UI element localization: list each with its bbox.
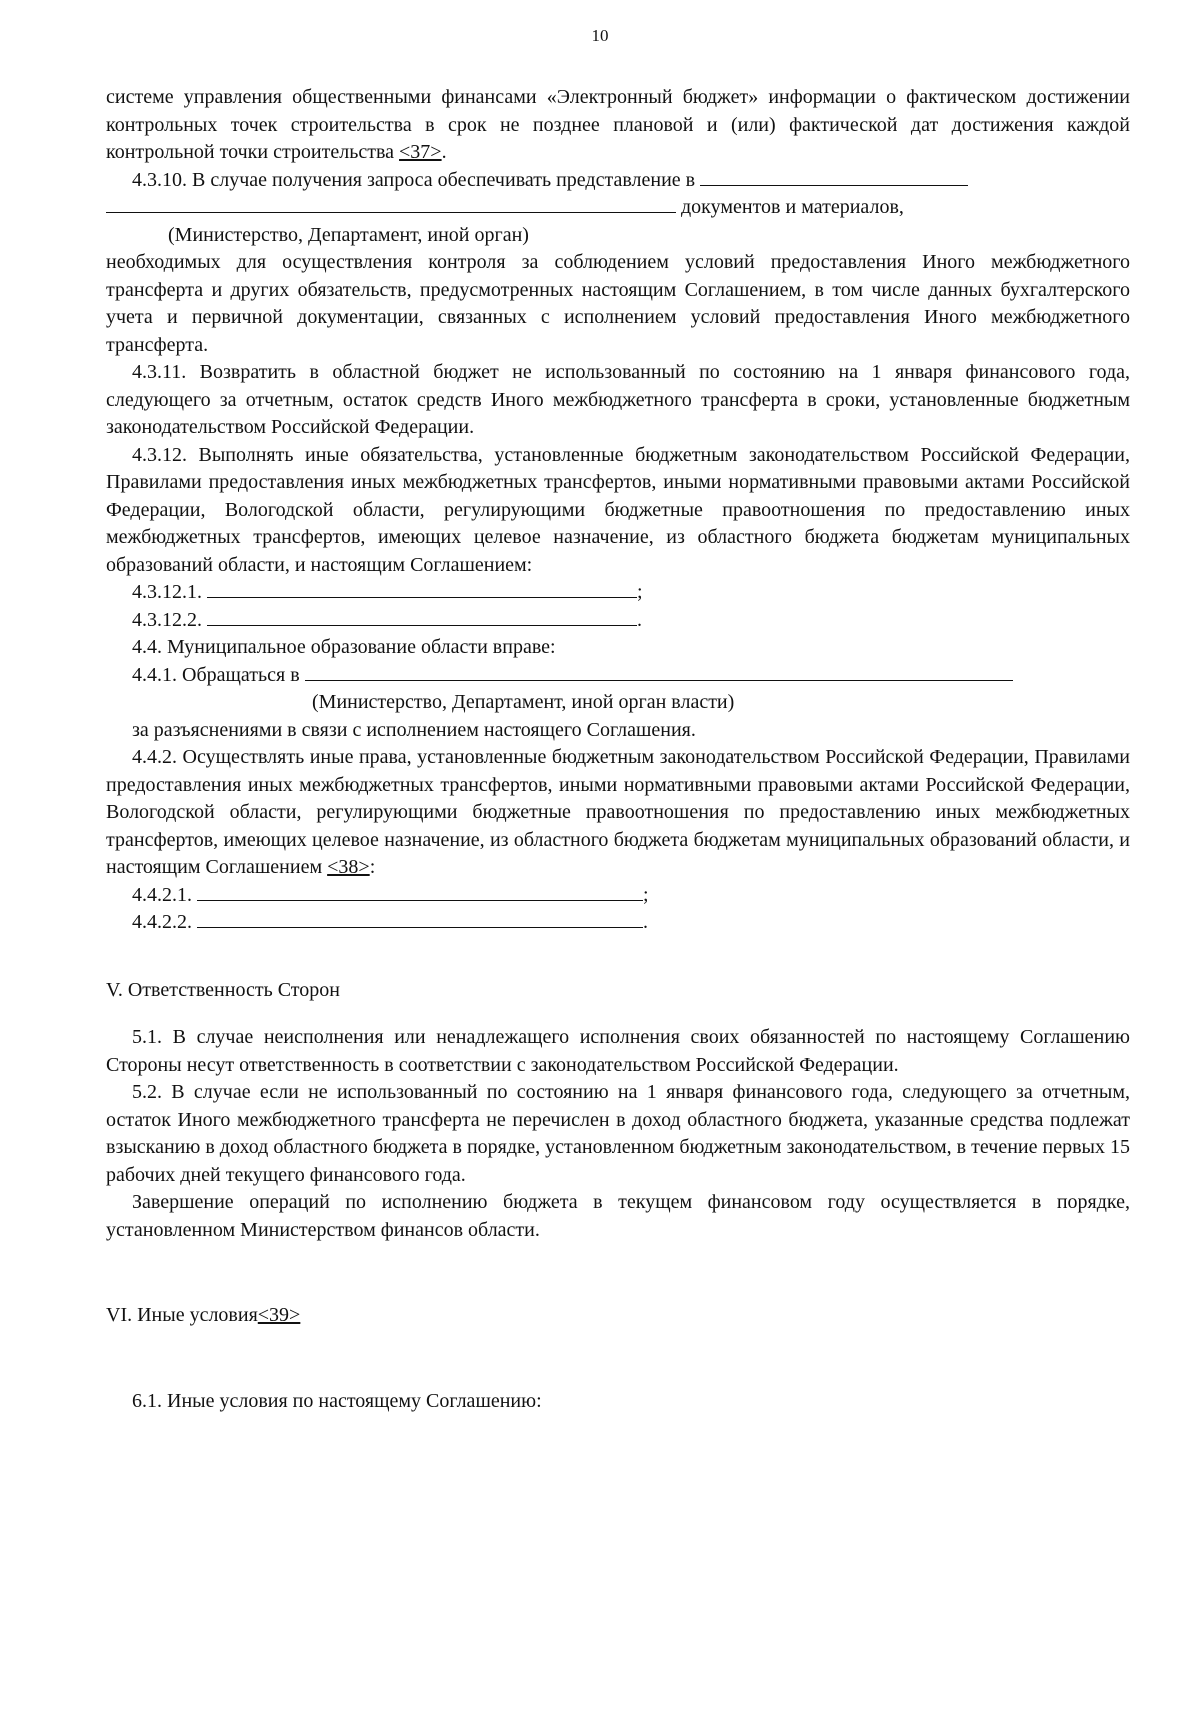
item-4-3-12-1 bbox=[106, 579, 1130, 607]
paragraph-5-1: 5.1. В случае неисполнения или ненадлежащего исполнения своих обязанностей по настоящему Соглашению Стороны несут ответственность в соответствии с законодательством Российской Федерации. bbox=[106, 1026, 1130, 1076]
footnote-ref-39[interactable]: <39> bbox=[257, 1304, 301, 1326]
blank-line bbox=[197, 909, 643, 928]
hint-4-4-1: (Министерство, Департамент, иной орган власти) bbox=[312, 691, 735, 713]
item-4-3-12-2 bbox=[106, 607, 1130, 635]
blank-line bbox=[207, 579, 637, 598]
punctuation: : bbox=[369, 856, 376, 878]
paragraph-4-3-10-line1 bbox=[106, 167, 1130, 195]
hint-4-3-10: (Министерство, Департамент, иной орган) bbox=[168, 223, 529, 246]
paragraph-4-4-1-body: за разъяснениями в связи с исполнением настоящего Соглашения. bbox=[132, 718, 696, 741]
item-label: 4.3.12.1. bbox=[132, 581, 202, 603]
paragraph-4-3-11: 4.3.11. Возвратить в областной бюджет не использованный по состоянию на 1 января финансового года, следующего за отчетным, остаток средств Иного межбюджетного трансферта в сроки, установленные бюджетным законодательством Российской Федерации. bbox=[106, 361, 1130, 438]
paragraph-4-4: 4.4. Муниципальное образование области вправе: bbox=[132, 636, 556, 658]
paragraph-4-3-10-docs: документов и материалов, bbox=[681, 196, 904, 218]
paragraph-4-3-10-body: необходимых для осуществления контроля за соблюдением условий предоставления Иного межбюджетного трансферта и других обязательств, предусмотренных настоящим Соглашением, в том числе данных бухгалтерского учета и первичной документации, связанных с исполнением условий предоставления Иного межбюджетного трансферта. bbox=[106, 251, 1130, 356]
paragraph-4-3-12: 4.3.12. Выполнять иные обязательства, установленные бюджетным законодательством Российской Федерации, Правилами предоставления иных межбюджетных трансфертов, иными нормативными правовыми актами Российской Федерации, Вологодской области, регулирующими бюджетные правоотношения по предоставлению иных межбюджетных трансфертов, имеющих целевое назначение, из областного бюджета бюджетам муниципальных образований области, и настоящим Соглашением: bbox=[106, 443, 1130, 576]
paragraph-intro: системе управления общественными финансами «Электронный бюджет» информации о фактическом достижении контрольных точек строительства в срок не позднее плановой и (или) фактической дат достижения каждой контрольной точки строительства <37>. bbox=[106, 86, 1130, 163]
blank-line bbox=[106, 194, 676, 213]
item-label: 4.3.12.2. bbox=[132, 608, 202, 631]
document-body bbox=[106, 84, 1130, 1415]
punctuation: ; bbox=[643, 883, 649, 906]
punctuation: . bbox=[643, 911, 648, 933]
punctuation: ; bbox=[637, 581, 643, 603]
footnote-ref-38[interactable]: <38> bbox=[327, 856, 370, 878]
paragraph-4-3-10-line2 bbox=[106, 194, 1130, 222]
blank-line bbox=[207, 607, 637, 626]
paragraph-intro-text: системе управления общественными финансами «Электронный бюджет» информации о фактическом достижении контрольных точек строительства в срок не позднее плановой и (или) фактической дат достижения каждой контрольной точки строительства bbox=[106, 86, 1130, 163]
section-heading-vi-text: VI. Иные условия bbox=[106, 1304, 258, 1326]
paragraph-4-4-1-line1 bbox=[106, 662, 1130, 690]
item-label: 4.4.2.1. bbox=[132, 883, 192, 906]
blank-line bbox=[700, 167, 968, 186]
paragraph-6-1: 6.1. Иные условия по настоящему Соглашению: bbox=[132, 1389, 542, 1412]
paragraph-4-3-10-text: 4.3.10. В случае получения запроса обеспечивать представление в bbox=[132, 168, 696, 191]
blank-line bbox=[197, 882, 643, 901]
item-4-4-2-2 bbox=[106, 909, 1130, 937]
blank-line bbox=[305, 662, 1013, 681]
section-heading-vi bbox=[106, 1302, 1130, 1330]
item-label: 4.4.2.2. bbox=[132, 911, 192, 933]
section-heading-v: V. Ответственность Сторон bbox=[106, 978, 340, 1001]
punctuation: . bbox=[637, 608, 642, 631]
page-number: 10 bbox=[591, 26, 609, 45]
paragraph-4-4-2 bbox=[106, 744, 1130, 882]
paragraph-4-4-2-text: 4.4.2. Осуществлять иные права, установленные бюджетным законодательством Российской Федерации, Правилами предоставления иных межбюджетных трансфертов, иными нормативными правовыми актами Российской Федерации, Вологодской области, регулирующими бюджетные правоотношения по предоставлению иных межбюджетных трансфертов, имеющих целевое назначение, из областного бюджета бюджетам муниципальных образований области, и настоящим Соглашением bbox=[106, 746, 1130, 878]
footnote-ref-37[interactable]: <37> bbox=[399, 141, 442, 163]
paragraph-4-4-1-text: 4.4.1. Обращаться в bbox=[132, 663, 300, 686]
item-4-4-2-1 bbox=[106, 882, 1130, 910]
paragraph-5-2-completion: Завершение операций по исполнению бюджета в текущем финансовом году осуществляется в порядке, установленном Министерством финансов области. bbox=[106, 1191, 1130, 1241]
paragraph-5-2: 5.2. В случае если не использованный по состоянию на 1 января финансового года, следующего за отчетным, остаток Иного межбюджетного трансферта не перечислен в доход областного бюджета, указанные средства подлежат взысканию в доход областного бюджета в порядке, установленном бюджетным законодательством, в течение первых 15 рабочих дней текущего финансового года. bbox=[106, 1081, 1130, 1186]
